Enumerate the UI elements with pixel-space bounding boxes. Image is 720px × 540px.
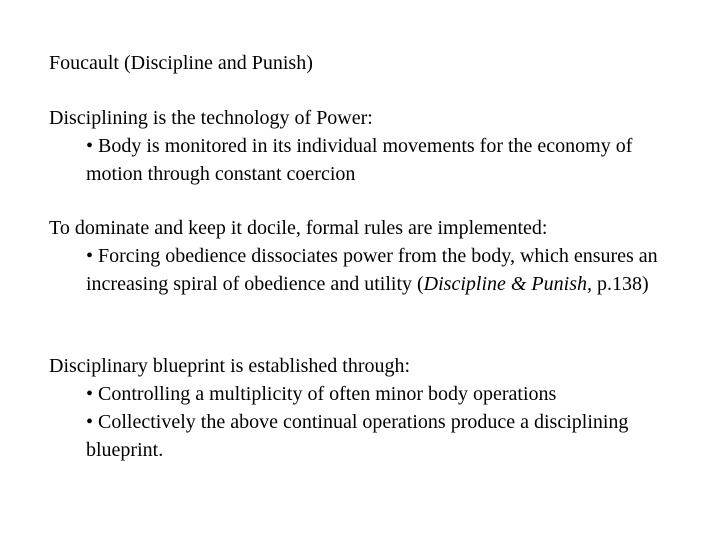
section-technology-of-power xyxy=(49,104,689,188)
bullet-text: Body is monitored in its individual movements for the economy of motion through constant coercion xyxy=(86,135,633,185)
bullet-text: Controlling a multiplicity of often minor body operations xyxy=(98,383,557,405)
bullet-glyph: • xyxy=(86,411,94,433)
bullet-glyph: • xyxy=(86,383,94,405)
bullet-glyph: • xyxy=(86,245,94,267)
bullet-item xyxy=(86,132,686,188)
bullet-item xyxy=(86,380,686,408)
bullet-item xyxy=(86,408,686,464)
section-heading: Disciplining is the technology of Power: xyxy=(49,107,373,129)
bullet-text: Forcing obedience dissociates power from the body, which ensures an increasing spiral of obedience and utility ( xyxy=(86,245,658,295)
bullet-glyph: • xyxy=(86,135,94,157)
bullet-text: Collectively the above continual operations produce a disciplining blueprint. xyxy=(86,411,629,461)
citation-page: p.138) xyxy=(592,273,649,295)
section-formal-rules xyxy=(49,214,689,298)
section-heading: Disciplinary blueprint is established through: xyxy=(49,355,411,377)
slide-title: Foucault (Discipline and Punish) xyxy=(49,52,313,74)
section-heading: To dominate and keep it docile, formal rules are implemented: xyxy=(49,217,548,239)
bullet-item xyxy=(86,242,686,298)
section-disciplinary-blueprint xyxy=(49,352,689,464)
citation-title: Discipline & Punish, xyxy=(423,273,592,295)
